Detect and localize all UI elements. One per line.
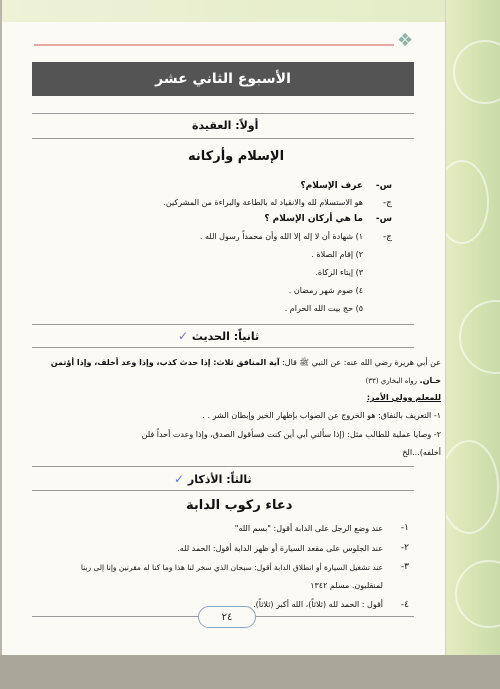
section-subtitle-dua: دعاء ركوب الدابة bbox=[186, 498, 293, 513]
dhikr-item-continuation: لمنقلبون. مسلم ١٣٤٢ bbox=[310, 581, 383, 590]
item-marker: ٢- bbox=[400, 543, 409, 553]
divider bbox=[32, 138, 414, 139]
answer-marker: ج- bbox=[382, 198, 392, 208]
item-marker: ٤- bbox=[400, 600, 409, 610]
section-subtitle-islam: الإسلام وأركانه bbox=[188, 149, 285, 164]
item-marker: ١- bbox=[400, 523, 409, 533]
note-item: ٢- وصايا عملية للطالب مثل: (إذا سألني أبي أين كنت فسأقول الصدق، وإذا وعدت أحداً فلن bbox=[141, 430, 441, 439]
dhikr-item: عند الجلوس على مقعد السيارة أو ظهر الدابة أقول: الحمد لله. bbox=[177, 544, 383, 553]
banner-title: الأسبوع الثاني عشر bbox=[155, 71, 291, 87]
pillar-item: ٣) إيتاء الزكاة. bbox=[315, 268, 363, 277]
divider bbox=[32, 324, 414, 325]
week-banner bbox=[32, 62, 414, 96]
section-title-hadith: ثانياً: الحديث ✓ bbox=[178, 329, 260, 343]
note-item: أخلفه)...الخ bbox=[402, 448, 441, 457]
note-item: ١- التعريف بالنفاق: هو الخروج عن الصواب بإظهار الخير وإبطان الشر . . bbox=[202, 411, 441, 420]
decorative-top-strip bbox=[2, 0, 445, 22]
page-number bbox=[198, 606, 256, 628]
book-logo-icon: ❖ bbox=[397, 30, 414, 51]
dhikr-item: عند وضع الرجل على الدابة أقول: "بسم الله" bbox=[234, 524, 383, 533]
section-title-aqeedah: أولاً: العقيدة bbox=[192, 119, 259, 132]
document-page bbox=[2, 0, 446, 655]
page-number-text: ٢٤ bbox=[221, 611, 233, 623]
question-1: عرف الإسلام؟ bbox=[300, 181, 363, 191]
teacher-note-label: للمعلم وولي الأمر: bbox=[366, 393, 441, 402]
dhikr-item: أقول : الحمد لله (ثلاثاً)، الله أكبر (ثلاثاً). bbox=[253, 600, 383, 609]
pillar-item: ٤) صوم شهر رمضان . bbox=[288, 286, 363, 295]
item-marker: ٣- bbox=[400, 562, 409, 572]
answer-marker: ج- bbox=[382, 232, 392, 242]
divider bbox=[32, 347, 414, 348]
question-marker: س- bbox=[375, 181, 392, 191]
scan-background bbox=[0, 655, 500, 689]
dhikr-item: عند تشغيل السيارة أو انطلاق الدابة أقول: سبحان الذي سخر لنا هذا وما كنا له مقرنين وإنا إلى ربنا bbox=[80, 563, 383, 572]
decorative-border bbox=[445, 0, 500, 655]
answer-1: هو الاستسلام لله والانقياد له بالطاعة والبراءة من المشركين. bbox=[163, 198, 363, 207]
header-rule bbox=[34, 44, 394, 46]
pillar-item: ٥) حج بيت الله الحرام . bbox=[284, 304, 363, 313]
checkmark-icon: ✓ bbox=[174, 472, 185, 486]
hadith-line: خـان. رواه البخاري (٣٣) bbox=[365, 376, 441, 385]
hadith-line: عن أبي هريرة رضي الله عنه: عن النبي ﷺ قال: آية المنافق ثلاث: إذا حدث كذب، وإذا وعد أخلف، وإذا أؤتمن bbox=[50, 358, 441, 367]
divider bbox=[32, 466, 414, 467]
pillar-item: ٢) إقام الصلاة . bbox=[311, 250, 363, 259]
checkmark-icon: ✓ bbox=[178, 329, 189, 343]
pillar-item: ١) شهادة أن لا إله إلا الله وأن محمداً رسول الله . bbox=[199, 232, 363, 241]
section-title-adhkar: ثالثاً: الأذكار ✓ bbox=[174, 472, 252, 486]
divider bbox=[32, 490, 414, 491]
question-marker: س- bbox=[375, 214, 392, 224]
divider bbox=[32, 113, 414, 114]
question-2: ما هي أركان الإسلام ؟ bbox=[264, 214, 363, 224]
